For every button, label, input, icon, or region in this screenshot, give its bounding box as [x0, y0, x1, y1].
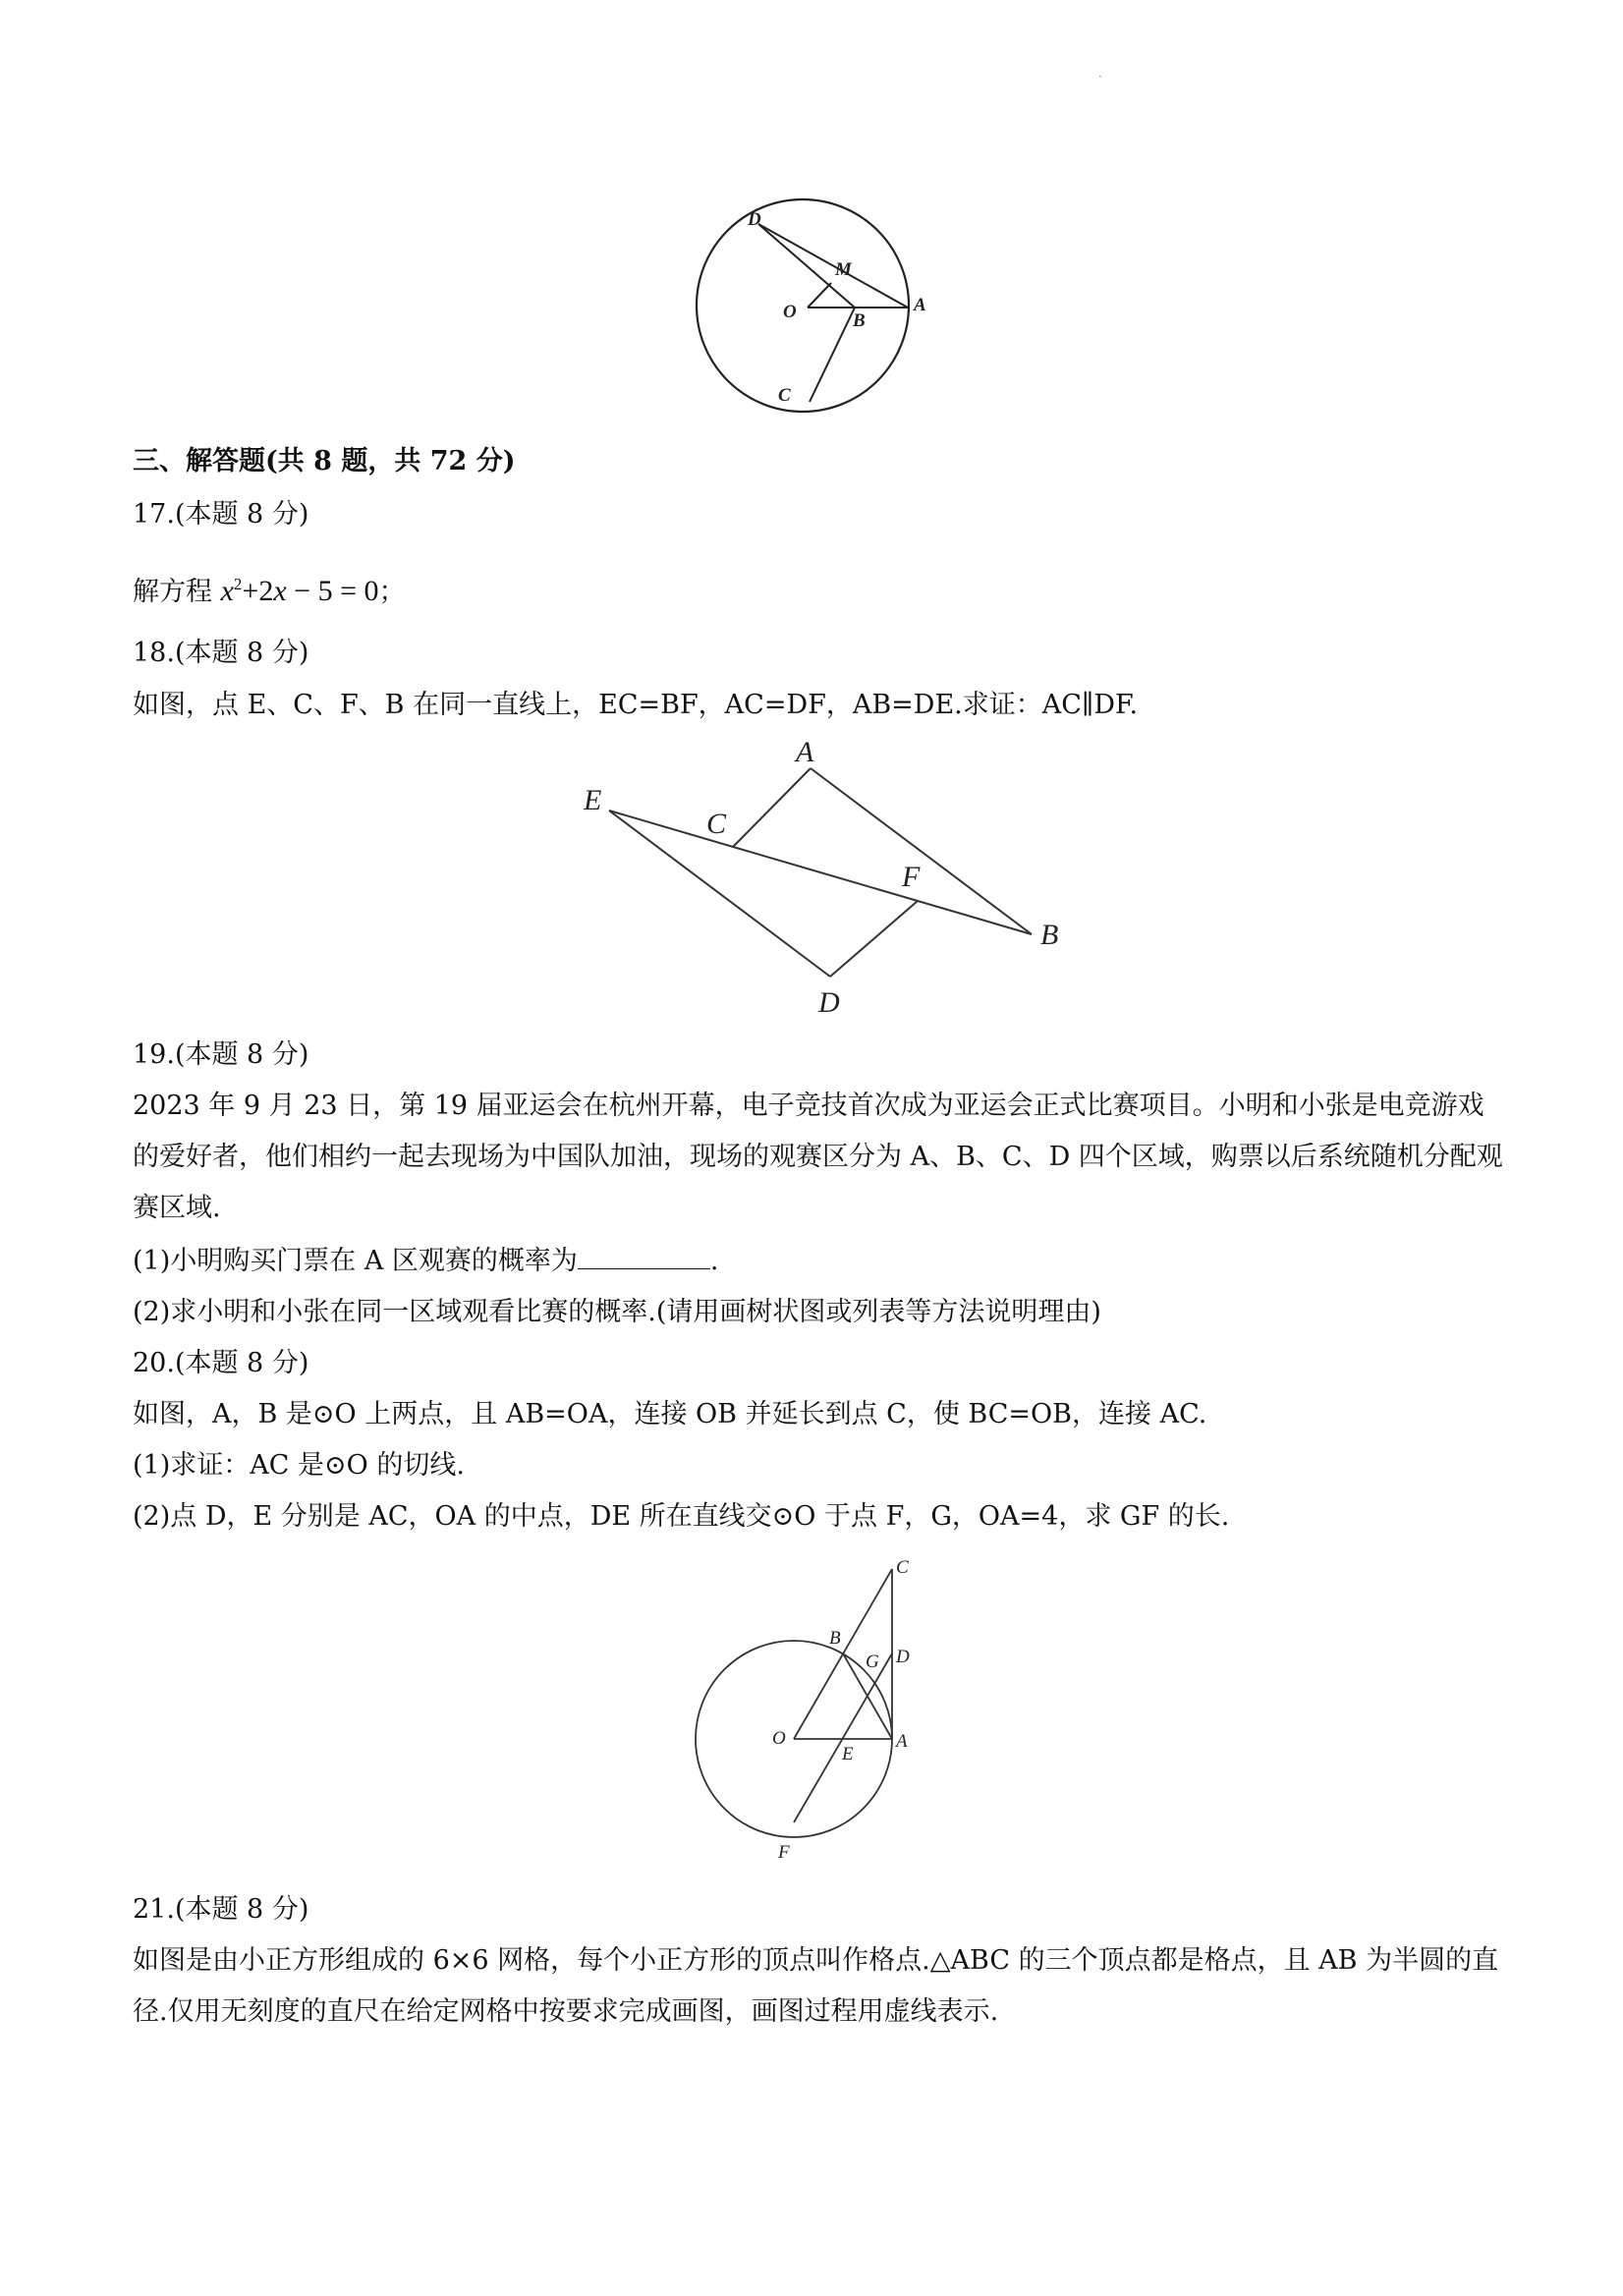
label-D: D	[748, 209, 761, 230]
q17-prefix: 解方程	[133, 577, 221, 607]
segment-CA	[733, 768, 811, 847]
label-A: A	[896, 1731, 908, 1752]
label-C: C	[778, 385, 791, 406]
label-B: B	[853, 310, 866, 331]
q19-part1	[133, 1242, 719, 1281]
q19-paragraph: 2023 年 9 月 23 日，第 19 届亚运会在杭州开幕，电子竞技首次成为亚运会正式比赛项目。小明和小张是电竞游戏的爱好者，他们相约一起去现场为中国队加油，现场的观赛区分为 A、B、C、D 四个区域，购票以后系统随机分配观赛区域.	[133, 1091, 1503, 1223]
label-C: C	[896, 1557, 909, 1578]
label-O: O	[772, 1728, 786, 1749]
q21-header: 21.(本题 8 分)	[133, 1894, 309, 1925]
q20-part1: (1)求证：AC 是⊙O 的切线.	[133, 1450, 465, 1481]
q18-text: 如图，点 E、C、F、B 在同一直线上，EC=BF，AC=DF，AB=DE.求证：AC∥DF.	[133, 690, 1139, 720]
q19-part2: (2)求小明和小张在同一区域观看比赛的概率.(请用画树状图或列表等方法说明理由)	[133, 1297, 1101, 1327]
label-M: M	[835, 259, 852, 280]
label-E: E	[584, 784, 602, 816]
label-G: G	[866, 1652, 879, 1672]
q20-text: 如图，A，B 是⊙O 上两点，且 AB=OA，连接 OB 并延长到点 C，使 BC=OB，连接 AC.	[133, 1399, 1207, 1429]
q19-header: 19.(本题 8 分)	[133, 1039, 309, 1070]
label-D: D	[896, 1647, 910, 1667]
label-F: F	[902, 861, 921, 893]
segment-EB	[609, 811, 1032, 934]
segment-DF	[794, 1653, 892, 1822]
q17-equation-line	[133, 565, 406, 612]
label-A: A	[914, 295, 926, 315]
q18-header: 18.(本题 8 分)	[133, 638, 309, 668]
segment-FD	[830, 901, 918, 977]
figure-q18-triangles	[570, 732, 1081, 1022]
segment-AB	[811, 768, 1032, 934]
segment-BC	[810, 308, 855, 402]
q21-paragraph: 如图是由小正方形组成的 6×6 网格，每个小正方形的顶点叫作格点.△ABC 的三个顶点都是格点，且 AB 为半圆的直径.仅用无刻度的直尺在给定网格中按要求完成画图，画图过程用虚线表示.	[133, 1945, 1499, 2027]
q19-part1-suffix: .	[709, 1246, 719, 1276]
segment-DA	[758, 224, 908, 308]
label-B: B	[1040, 919, 1059, 951]
q20-part2: (2)点 D，E 分别是 AC，OA 的中点，DE 所在直线交⊙O 于点 F，G，OA=4，求 GF 的长.	[133, 1501, 1230, 1532]
label-D: D	[818, 986, 840, 1019]
label-B: B	[829, 1628, 841, 1649]
q19-part1-text: (1)小明购买门票在 A 区观赛的概率为	[133, 1246, 578, 1276]
label-F: F	[778, 1842, 790, 1863]
circle-outline	[697, 199, 909, 412]
q17-end: ；	[378, 577, 406, 607]
q17-equation: $x^2+2x - 5 = 0$	[220, 575, 379, 607]
label-O: O	[783, 302, 797, 322]
segment-OM	[808, 283, 831, 308]
answer-blank[interactable]	[578, 1243, 710, 1269]
label-E: E	[842, 1744, 854, 1764]
label-C: C	[706, 808, 727, 840]
section-heading: 三、解答题(共 8 题，共 72 分)	[133, 446, 516, 476]
q20-header: 20.(本题 8 分)	[133, 1348, 309, 1378]
figure-q20-circle	[678, 1557, 933, 1872]
page-mark: ·	[1098, 70, 1102, 84]
label-A: A	[796, 736, 814, 768]
q17-header: 17.(本题 8 分)	[133, 499, 309, 530]
figure-q16-circle	[688, 193, 943, 424]
